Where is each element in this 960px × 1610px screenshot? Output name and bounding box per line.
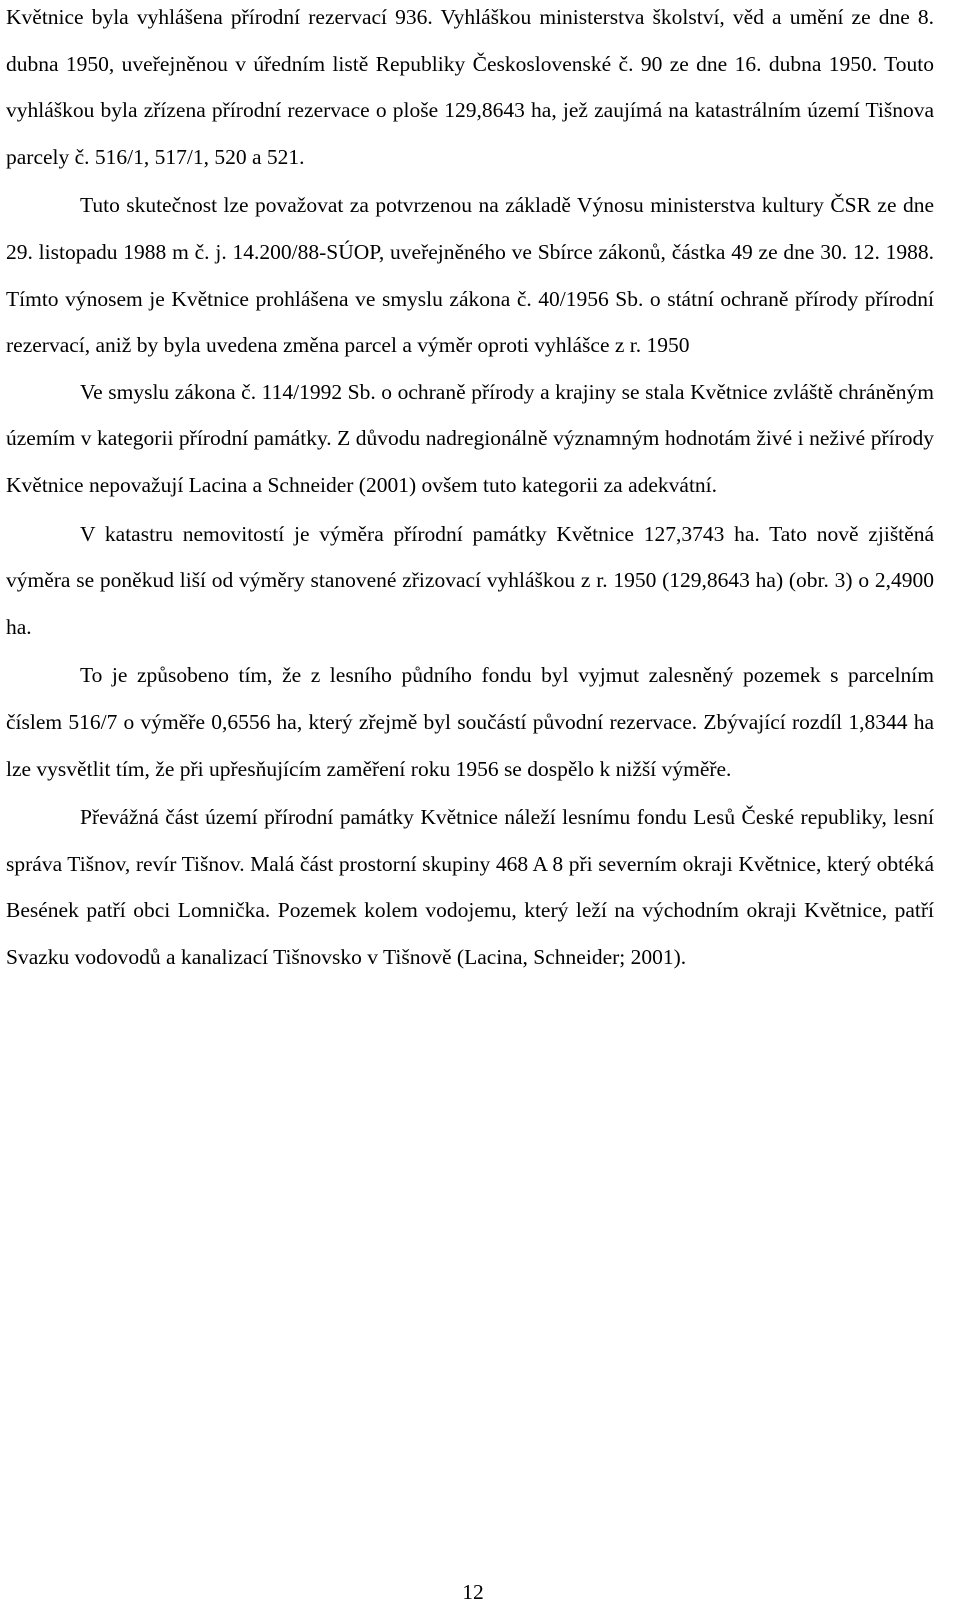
- paragraph-3: Ve smyslu zákona č. 114/1992 Sb. o ochraně přírody a krajiny se stala Květnice zvláště chráněným územím v kategorii přírodní památky. Z důvodu nadregionálně významným hodnotám živé i neživé přírody Květnice nepovažují Lacina a Schneider (2001) ovšem tuto kategorii za adekvátní.: [6, 379, 934, 497]
- document-page: [6, 0, 934, 980]
- paragraph-6: Převážná část území přírodní památky Květnice náleží lesnímu fondu Lesů České republiky, lesní správa Tišnov, revír Tišnov. Malá část prostorní skupiny 468 A 8 při severním okraji Květnice, který obtéká Besének patří obci Lomnička. Pozemek kolem vodojemu, který leží na východním okraji Květnice, patří Svazku vodovodů a kanalizací Tišnovsko v Tišnově (Lacina, Schneider; 2001).: [6, 805, 934, 969]
- paragraph-2: Tuto skutečnost lze považovat za potvrzenou na základě Výnosu ministerstva kultury ČSR ze dne 29. listopadu 1988 m č. j. 14.200/88-SÚOP, uveřejněného ve Sbírce zákonů, částka 49 ze dne 30. 12. 1988. Tímto výnosem je Květnice prohlášena ve smyslu zákona č. 40/1956 Sb. o státní ochraně přírody přírodní rezervací, aniž by byla uvedena změna parcel a výměr oproti vyhlášce z r. 1950: [6, 193, 934, 358]
- paragraph-5: To je způsobeno tím, že z lesního půdního fondu byl vyjmut zalesněný pozemek s parcelním číslem 516/7 o výměře 0,6556 ha, který zřejmě byl součástí původní rezervace. Zbývající rozdíl 1,8344 ha lze vysvětlit tím, že při upřesňujícím zaměření roku 1956 se dospělo k nižší výměře.: [6, 663, 934, 781]
- page-number: 12: [462, 1580, 484, 1604]
- paragraph-4: V katastru nemovitostí je výměra přírodní památky Květnice 127,3743 ha. Tato nově zjištěná výměra se poněkud liší od výměry stanovené zřizovací vyhláškou z r. 1950 (129,8643 ha) (obr. 3) o 2,4900 ha.: [6, 521, 934, 639]
- paragraph-1: Květnice byla vyhlášena přírodní rezervací 936. Vyhláškou ministerstva školství, věd a umění ze dne 8. dubna 1950, uveřejněnou v úředním listě Republiky Československé č. 90 ze dne 16. dubna 1950. Touto vyhláškou byla zřízena přírodní rezervace o ploše 129,8643 ha, jež zaujímá na katastrálním území Tišnova parcely č. 516/1, 517/1, 520 a 521.: [6, 5, 934, 169]
